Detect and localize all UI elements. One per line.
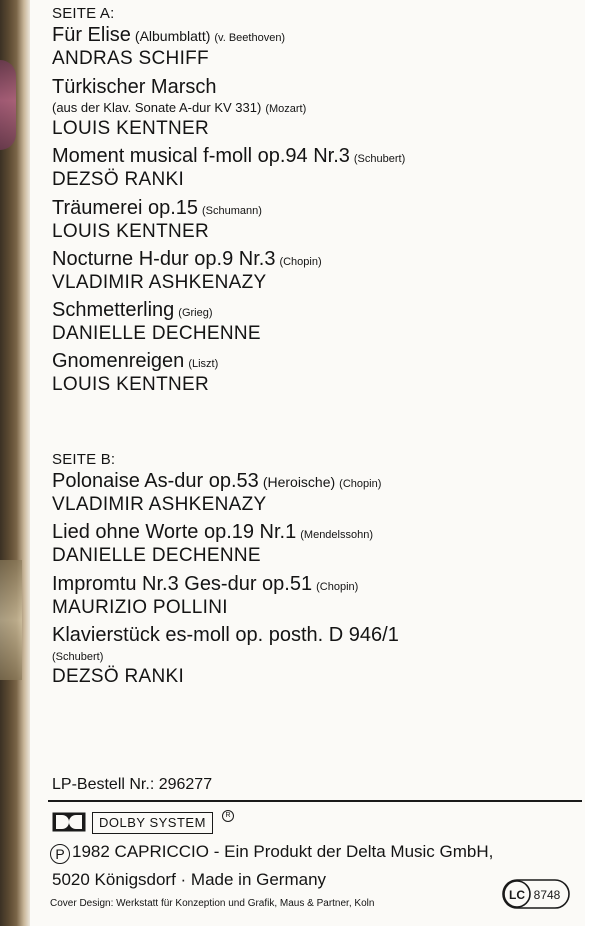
track-title: Polonaise As-dur op.53: [52, 470, 259, 492]
copyright-text: 1982 CAPRICCIO - Ein Produkt der Delta Music GmbH,: [72, 842, 494, 861]
label-code-icon: [502, 879, 570, 909]
track-artist: ANDRAS SCHIFF: [52, 48, 209, 69]
cover-design-credit: Cover Design: Werkstatt für Konzeption und Grafik, Maus & Partner, Koln: [50, 898, 375, 909]
copyright-line-1: [50, 842, 493, 864]
track-composer: (Liszt): [188, 358, 219, 370]
track-composer: (Chopin): [339, 478, 382, 490]
track-composer: (Mendelssohn): [300, 529, 374, 541]
track-subtitle: (Heroische): [262, 474, 336, 490]
track-artist: LOUIS KENTNER: [52, 118, 209, 139]
cover-art-accent-lower: [0, 560, 22, 680]
track-artist: MAURIZIO POLLINI: [52, 597, 228, 618]
track-artist: LOUIS KENTNER: [52, 221, 209, 242]
side-a-heading: SEITE A:: [52, 5, 115, 22]
side-b-heading: SEITE B:: [52, 451, 116, 468]
track-b4: [52, 624, 399, 688]
track-artist: DANIELLE DECHENNE: [52, 545, 261, 566]
track-composer: (Chopin): [316, 581, 359, 593]
track-title: Für Elise: [52, 24, 131, 46]
dolby-double-d-icon: [52, 812, 86, 832]
track-a2: [52, 76, 306, 140]
track-artist: DEZSÖ RANKI: [52, 666, 185, 687]
track-artist: VLADIMIR ASHKENAZY: [52, 494, 267, 515]
track-title: Türkischer Marsch: [52, 76, 217, 98]
registered-mark: R: [222, 810, 234, 822]
track-source: (aus der Klav. Sonate A-dur KV 331): [52, 100, 262, 115]
track-artist: DEZSÖ RANKI: [52, 169, 185, 190]
track-title: Träumerei op.15: [52, 197, 198, 219]
track-a5: [52, 248, 322, 294]
track-b1: [52, 470, 381, 516]
copyright-line-2: 5020 Königsdorf · Made in Germany: [52, 870, 327, 889]
track-composer: (Schumann): [202, 205, 262, 217]
track-b3: [52, 573, 358, 619]
track-title: Schmetterling: [52, 299, 175, 321]
track-title: Moment musical f-moll op.94 Nr.3: [52, 145, 350, 167]
lc-mark: LC: [509, 888, 525, 902]
track-composer: (Schubert): [353, 153, 406, 165]
track-artist: VLADIMIR ASHKENAZY: [52, 272, 267, 293]
phonogram-icon: P: [50, 844, 70, 864]
track-composer: (Chopin): [279, 256, 322, 268]
track-title: Klavierstück es-moll op. posth. D 946/1: [52, 624, 399, 646]
track-a4: [52, 197, 262, 243]
track-composer: (Schubert): [52, 651, 104, 663]
cover-art-accent: [0, 60, 16, 150]
track-artist: DANIELLE DECHENNE: [52, 323, 261, 344]
track-a3: [52, 145, 405, 191]
track-artist: LOUIS KENTNER: [52, 374, 209, 395]
track-title: Impromtu Nr.3 Ges-dur op.51: [52, 573, 313, 595]
track-b2: [52, 521, 373, 567]
track-a6: [52, 299, 261, 345]
track-subtitle: (Albumblatt): [134, 28, 211, 44]
dolby-system-label: DOLBY SYSTEM: [92, 812, 213, 834]
track-title: Nocturne H-dur op.9 Nr.3: [52, 248, 276, 270]
track-composer: (v. Beethoven): [214, 32, 286, 44]
track-composer: (Grieg): [178, 307, 213, 319]
track-a1: [52, 24, 285, 70]
track-title: Gnomenreigen: [52, 350, 185, 372]
track-a7: [52, 350, 218, 396]
lp-order-number: LP-Bestell Nr.: 296277: [52, 776, 213, 793]
track-title: Lied ohne Worte op.19 Nr.1: [52, 521, 297, 543]
lc-number: 8748: [533, 888, 561, 902]
divider: [48, 800, 582, 802]
track-composer: (Mozart): [265, 103, 307, 115]
paper-margin: [585, 0, 600, 926]
